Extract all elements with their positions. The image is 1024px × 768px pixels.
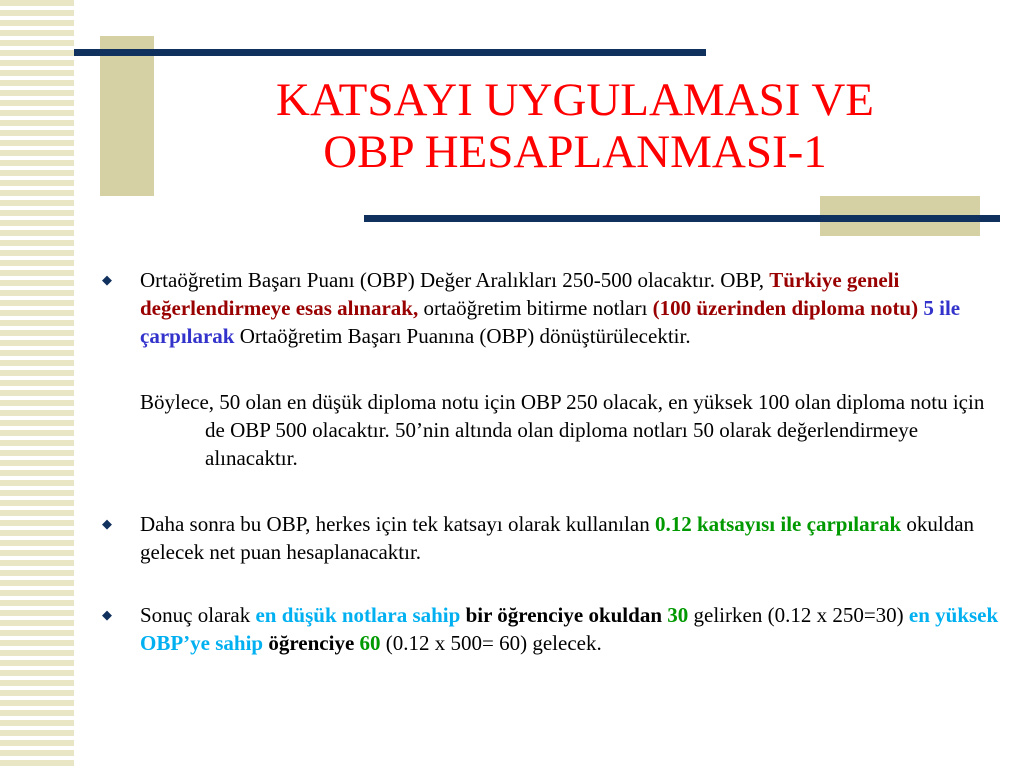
highlight-30: 30	[667, 603, 689, 627]
highlight-en-dusuk: en düşük notlara sahip	[255, 603, 461, 627]
highlight-5-ile-carpilarak: 5 ile çarpılarak	[140, 296, 961, 348]
diamond-bullet-icon: ◆	[102, 607, 112, 622]
highlight-katsayi: 0.12 katsayısı ile çarpılarak	[654, 512, 902, 536]
highlight-en-yuksek: en yüksek OBP’ye sahip	[140, 603, 999, 655]
slide-title-line-1: KATSAYI UYGULAMASI VE	[276, 74, 874, 126]
text-span: okuldan gelecek net puan hesaplanacaktır.	[140, 512, 975, 564]
diamond-bullet-icon: ◆	[102, 272, 112, 287]
paren-open: (	[652, 296, 660, 320]
highlight-diploma-notu: 100 üzerinden diploma notu	[659, 296, 912, 320]
slide-title-line-2: OBP HESAPLANMASI-1	[323, 126, 827, 178]
text-span: gelirken (0.12 x 250=30)	[688, 603, 909, 627]
highlight-turkiye-geneli: Türkiye geneli değerlendirmeye esas alınarak,	[140, 268, 900, 320]
slide-content	[100, 266, 1005, 657]
decorative-line-bottom	[364, 215, 1000, 222]
diamond-bullet-icon: ◆	[102, 516, 112, 531]
text-span: Daha sonra bu OBP, herkes için tek katsayı olarak kullanılan	[140, 512, 655, 536]
text-span: Sonuç olarak	[140, 603, 256, 627]
bullet-paragraph-sonuc	[100, 601, 1005, 657]
bold-ogrenciye: öğrenciye	[268, 631, 355, 655]
bold-bir-ogrenciye: bir öğrenciye okuldan	[465, 603, 663, 627]
text-span: Ortaöğretim Başarı Puanına (OBP) dönüştürülecektir.	[234, 324, 691, 348]
paragraph-boylece: Böylece, 50 olan en düşük diploma notu için OBP 250 olacak, en yüksek 100 olan diploma notu için de OBP 500 olacaktır. 50’nin altında olan diploma notları 50 olarak değerlendirmeye alınacaktır.	[140, 390, 985, 470]
striped-left-border	[0, 0, 74, 768]
bullet-paragraph-obp-range	[100, 266, 1005, 350]
decorative-line-top	[74, 49, 706, 56]
bullet-paragraph-katsayi	[100, 510, 1005, 566]
paren-close: )	[911, 296, 919, 320]
text-span: (0.12 x 500= 60) gelecek.	[380, 631, 602, 655]
decorative-block-top	[100, 36, 154, 196]
slide-title	[160, 74, 990, 178]
text-span: ortaöğretim bitirme notları	[418, 296, 653, 320]
highlight-60: 60	[359, 631, 381, 655]
text-span: Ortaöğretim Başarı Puanı (OBP) Değer Aralıkları 250-500 olacaktır. OBP,	[140, 268, 770, 292]
